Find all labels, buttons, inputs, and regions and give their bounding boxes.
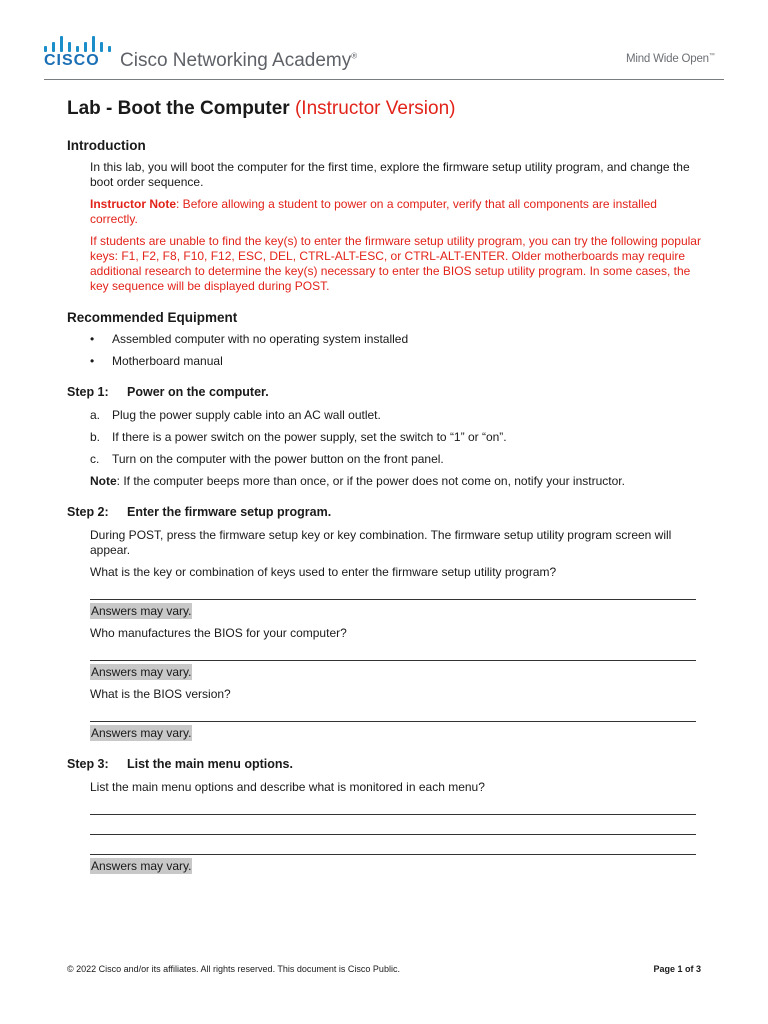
document-body — [67, 96, 707, 881]
question-text: What is the key or combination of keys used to enter the firmware setup utility program? — [90, 565, 557, 579]
list-item: b. If there is a power switch on the power supply, set the switch to “1” or “on”. — [90, 430, 507, 444]
page-number: Page 1 of 3 — [653, 964, 701, 974]
step-1-list — [67, 408, 707, 467]
bullet-icon: • — [90, 332, 95, 346]
list-item: a. Plug the power supply cable into an AC wall outlet. — [90, 408, 381, 422]
step-2-text: During POST, press the firmware setup key or key combination. The firmware setup utility program screen will appear. — [90, 528, 672, 557]
answer-line[interactable] — [90, 845, 696, 855]
introduction-text: In this lab, you will boot the computer for the first time, explore the firmware setup utility program, and change the boot order sequence. — [90, 160, 690, 189]
step-2-heading: Step 2: Enter the firmware setup program. — [67, 505, 332, 519]
answer-line[interactable] — [90, 712, 696, 722]
list-item: c. Turn on the computer with the power button on the front panel. — [90, 452, 444, 466]
keys-note: If students are unable to find the key(s) to enter the firmware setup utility program, you can try the following popular keys: F1, F2, F8, F10, F12, ESC, DEL, CTRL-ALT-ESC, or CTRL-ALT-ENTER. Older motherboards may require additional research to determine the key(s) necessary to enter the BIOS setup utility program. In some cases, the key sequence will be displayed during POST. — [90, 234, 701, 293]
list-item: • Motherboard manual — [90, 354, 223, 368]
bullet-icon: • — [90, 354, 95, 368]
answer-highlight: Answers may vary. — [91, 726, 192, 740]
answer-line[interactable] — [90, 590, 696, 600]
answer-highlight: Answers may vary. — [91, 604, 192, 618]
question-text: What is the BIOS version? — [90, 687, 231, 701]
answer-line[interactable] — [90, 651, 696, 661]
answer-highlight: Answers may vary. — [91, 665, 192, 679]
answer-line[interactable] — [90, 805, 696, 815]
list-item: • Assembled computer with no operating system installed — [90, 332, 409, 346]
tagline: Mind Wide Open™ — [626, 53, 715, 65]
question-text: Who manufactures the BIOS for your computer? — [90, 626, 347, 640]
answer-line[interactable] — [90, 825, 696, 835]
step-1-note: Note: If the computer beeps more than once, or if the power does not come on, notify your instructor. — [90, 474, 625, 488]
equipment-heading: Recommended Equipment — [67, 310, 238, 325]
page-header — [0, 0, 768, 80]
academy-name: Cisco Networking Academy® — [120, 50, 358, 71]
step-3-heading: Step 3: List the main menu options. — [67, 757, 293, 771]
title-version: (Instructor Version) — [294, 98, 456, 119]
page-title: Lab - Boot the Computer (Instructor Version) — [67, 98, 456, 119]
step-1-heading: Step 1: Power on the computer. — [67, 385, 269, 399]
copyright-text: © 2022 Cisco and/or its affiliates. All rights reserved. This document is Cisco Public. — [67, 964, 400, 974]
question-text: List the main menu options and describe what is monitored in each menu? — [90, 780, 485, 794]
cisco-wordmark: CISCO — [44, 52, 100, 69]
header-divider — [44, 79, 724, 80]
introduction-heading: Introduction — [67, 138, 146, 153]
equipment-list — [67, 332, 707, 369]
answer-highlight: Answers may vary. — [91, 859, 192, 873]
cisco-bridge-icon — [44, 28, 114, 52]
instructor-note: Instructor Note: Before allowing a student to power on a computer, verify that all components are installed correctly. — [90, 197, 657, 226]
